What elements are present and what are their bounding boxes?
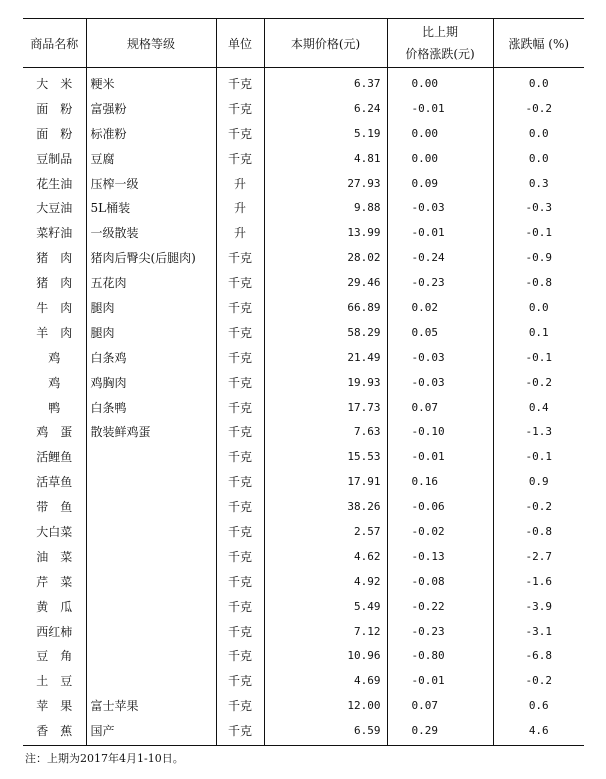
table-row — [23, 594, 584, 619]
cell-spec: 富士苹果 — [86, 693, 216, 718]
cell-pct: 0.0 — [528, 126, 549, 140]
cell-unit: 千克 — [216, 494, 264, 519]
cell-change: 0.00 — [387, 121, 493, 146]
cell-unit: 千克 — [216, 96, 264, 121]
cell-price: 6.24 — [264, 96, 387, 121]
cell-unit: 千克 — [216, 619, 264, 644]
cell-unit: 千克 — [216, 295, 264, 320]
cell-price: 6.37 — [264, 68, 387, 96]
cell-price: 5.49 — [264, 594, 387, 619]
cell-spec — [86, 594, 216, 619]
cell-spec: 散装鲜鸡蛋 — [86, 419, 216, 444]
cell-unit: 千克 — [216, 693, 264, 718]
cell-change: -0.01 — [387, 96, 493, 121]
table-row — [23, 270, 584, 295]
cell-spec: 腿肉 — [86, 295, 216, 320]
cell-change: 0.07 — [387, 395, 493, 420]
table-body — [23, 68, 584, 746]
cell-spec: 腿肉 — [86, 320, 216, 345]
cell-spec — [86, 643, 216, 668]
cell-pct: -0.8 — [525, 524, 552, 538]
cell-change: -0.03 — [387, 345, 493, 370]
cell-price: 19.93 — [264, 370, 387, 395]
cell-change: -0.24 — [387, 245, 493, 270]
cell-unit: 千克 — [216, 519, 264, 544]
cell-pct: 0.0 — [528, 76, 549, 90]
cell-spec — [86, 494, 216, 519]
cell-name: 豆 角 — [23, 643, 86, 668]
cell-price: 17.73 — [264, 395, 387, 420]
cell-name: 羊 肉 — [23, 320, 86, 345]
cell-price: 12.00 — [264, 693, 387, 718]
cell-price: 28.02 — [264, 245, 387, 270]
cell-change: -0.80 — [387, 643, 493, 668]
table-row — [23, 370, 584, 395]
cell-change: -0.10 — [387, 419, 493, 444]
cell-spec: 国产 — [86, 718, 216, 745]
cell-name: 苹 果 — [23, 693, 86, 718]
cell-price: 7.63 — [264, 419, 387, 444]
cell-spec: 豆腐 — [86, 146, 216, 171]
table-row — [23, 544, 584, 569]
cell-spec — [86, 619, 216, 644]
cell-pct: -6.8 — [525, 649, 552, 663]
cell-pct: -0.2 — [525, 101, 552, 115]
cell-unit: 升 — [216, 195, 264, 220]
cell-change: -0.01 — [387, 668, 493, 693]
table-row — [23, 68, 584, 96]
table-row — [23, 195, 584, 220]
cell-spec: 白条鸭 — [86, 395, 216, 420]
cell-pct: -0.3 — [525, 201, 552, 215]
cell-change: 0.09 — [387, 171, 493, 196]
cell-name: 牛 肉 — [23, 295, 86, 320]
cell-name: 西红柿 — [23, 619, 86, 644]
table-row — [23, 569, 584, 594]
cell-price: 10.96 — [264, 643, 387, 668]
cell-unit: 千克 — [216, 544, 264, 569]
cell-unit: 千克 — [216, 146, 264, 171]
table-row — [23, 220, 584, 245]
cell-change: -0.03 — [387, 195, 493, 220]
cell-name: 鸭 — [23, 395, 86, 420]
cell-pct: 0.4 — [528, 400, 549, 414]
cell-pct: -0.2 — [525, 674, 552, 688]
header-change-line2: 价格涨跌(元) — [405, 47, 475, 61]
cell-unit: 千克 — [216, 419, 264, 444]
cell-change: -0.22 — [387, 594, 493, 619]
cell-unit: 千克 — [216, 469, 264, 494]
cell-price: 38.26 — [264, 494, 387, 519]
cell-name: 菜籽油 — [23, 220, 86, 245]
cell-unit: 千克 — [216, 121, 264, 146]
cell-name: 黄 瓜 — [23, 594, 86, 619]
cell-price: 66.89 — [264, 295, 387, 320]
cell-unit: 千克 — [216, 643, 264, 668]
cell-pct: 0.0 — [528, 151, 549, 165]
cell-spec: 富强粉 — [86, 96, 216, 121]
cell-name: 鸡 — [23, 345, 86, 370]
cell-unit: 千克 — [216, 245, 264, 270]
cell-pct: -0.1 — [525, 450, 552, 464]
cell-unit: 升 — [216, 220, 264, 245]
cell-change: -0.08 — [387, 569, 493, 594]
cell-spec: 白条鸡 — [86, 345, 216, 370]
cell-unit: 升 — [216, 171, 264, 196]
cell-name: 活草鱼 — [23, 469, 86, 494]
cell-pct: 4.6 — [493, 718, 584, 745]
cell-change: -0.06 — [387, 494, 493, 519]
header-change — [387, 19, 493, 68]
cell-pct: -3.1 — [525, 624, 552, 638]
table-row — [23, 693, 584, 718]
cell-spec — [86, 668, 216, 693]
cell-name: 大 米 — [23, 68, 86, 96]
cell-unit: 千克 — [216, 444, 264, 469]
cell-pct: -3.9 — [525, 599, 552, 613]
table-row — [23, 494, 584, 519]
cell-name: 面 粉 — [23, 121, 86, 146]
table-row — [23, 619, 584, 644]
cell-price: 4.62 — [264, 544, 387, 569]
cell-spec: 猪肉后臀尖(后腿肉) — [86, 245, 216, 270]
cell-name: 鸡 蛋 — [23, 419, 86, 444]
cell-pct: -0.2 — [525, 375, 552, 389]
cell-pct: -0.1 — [525, 226, 552, 240]
price-table — [23, 18, 584, 746]
cell-name: 油 菜 — [23, 544, 86, 569]
table-row — [23, 519, 584, 544]
table-row — [23, 320, 584, 345]
cell-price: 17.91 — [264, 469, 387, 494]
header-spec: 规格等级 — [86, 19, 216, 68]
cell-change: 0.29 — [387, 718, 493, 745]
cell-unit: 千克 — [216, 594, 264, 619]
cell-spec — [86, 469, 216, 494]
table-row — [23, 718, 584, 745]
cell-change: 0.00 — [387, 146, 493, 171]
cell-pct: -1.6 — [525, 574, 552, 588]
cell-price: 6.59 — [264, 718, 387, 745]
table-row — [23, 96, 584, 121]
cell-name: 带 鱼 — [23, 494, 86, 519]
header-row — [23, 19, 584, 68]
cell-pct: 0.1 — [528, 325, 549, 339]
cell-change: 0.05 — [387, 320, 493, 345]
cell-price: 9.88 — [264, 195, 387, 220]
cell-price: 21.49 — [264, 345, 387, 370]
cell-pct: -0.9 — [525, 251, 552, 265]
cell-name: 芹 菜 — [23, 569, 86, 594]
cell-spec: 鸡胸肉 — [86, 370, 216, 395]
cell-name: 香 蕉 — [23, 718, 86, 745]
cell-name: 猪 肉 — [23, 270, 86, 295]
cell-change: -0.01 — [387, 220, 493, 245]
cell-pct: -0.2 — [525, 500, 552, 514]
table-row — [23, 146, 584, 171]
table-row — [23, 668, 584, 693]
cell-price: 7.12 — [264, 619, 387, 644]
cell-change: -0.01 — [387, 444, 493, 469]
cell-name: 大豆油 — [23, 195, 86, 220]
cell-name: 猪 肉 — [23, 245, 86, 270]
cell-pct: 0.3 — [528, 176, 549, 190]
cell-unit: 千克 — [216, 270, 264, 295]
cell-change: -0.03 — [387, 370, 493, 395]
table-row — [23, 295, 584, 320]
cell-pct: 0.9 — [528, 475, 549, 489]
cell-name: 豆制品 — [23, 146, 86, 171]
cell-pct: -0.1 — [525, 350, 552, 364]
cell-unit: 千克 — [216, 68, 264, 96]
cell-spec — [86, 544, 216, 569]
cell-pct: -1.3 — [525, 425, 552, 439]
cell-name: 花生油 — [23, 171, 86, 196]
cell-unit: 千克 — [216, 345, 264, 370]
cell-price: 4.92 — [264, 569, 387, 594]
cell-unit: 千克 — [216, 395, 264, 420]
cell-name: 土 豆 — [23, 668, 86, 693]
cell-price: 27.93 — [264, 171, 387, 196]
cell-price: 2.57 — [264, 519, 387, 544]
cell-change: -0.23 — [387, 270, 493, 295]
cell-change: 0.16 — [387, 469, 493, 494]
footnote: 注：上期为2017年4月1-10日。 — [25, 752, 184, 766]
header-unit: 单位 — [216, 19, 264, 68]
cell-spec — [86, 519, 216, 544]
cell-spec: 粳米 — [86, 68, 216, 96]
cell-spec: 5L桶装 — [86, 195, 216, 220]
cell-spec — [86, 444, 216, 469]
cell-name: 面 粉 — [23, 96, 86, 121]
cell-spec: 一级散装 — [86, 220, 216, 245]
cell-pct: 0.0 — [528, 300, 549, 314]
table-row — [23, 345, 584, 370]
table-row — [23, 469, 584, 494]
header-name: 商品名称 — [23, 19, 86, 68]
cell-change: 0.02 — [387, 295, 493, 320]
table-row — [23, 245, 584, 270]
cell-price: 5.19 — [264, 121, 387, 146]
cell-change: -0.23 — [387, 619, 493, 644]
table-row — [23, 395, 584, 420]
cell-price: 13.99 — [264, 220, 387, 245]
cell-price: 15.53 — [264, 444, 387, 469]
table-row — [23, 121, 584, 146]
price-report — [23, 18, 584, 766]
cell-change: 0.00 — [387, 68, 493, 96]
cell-spec: 标准粉 — [86, 121, 216, 146]
table-row — [23, 419, 584, 444]
cell-change: 0.07 — [387, 693, 493, 718]
cell-change: -0.13 — [387, 544, 493, 569]
cell-price: 29.46 — [264, 270, 387, 295]
header-price: 本期价格(元) — [264, 19, 387, 68]
cell-spec — [86, 569, 216, 594]
cell-change: -0.02 — [387, 519, 493, 544]
table-row — [23, 444, 584, 469]
cell-name: 活鲤鱼 — [23, 444, 86, 469]
cell-unit: 千克 — [216, 668, 264, 693]
cell-name: 鸡 — [23, 370, 86, 395]
table-row — [23, 643, 584, 668]
cell-spec: 压榨一级 — [86, 171, 216, 196]
cell-price: 58.29 — [264, 320, 387, 345]
cell-spec: 五花肉 — [86, 270, 216, 295]
cell-price: 4.69 — [264, 668, 387, 693]
cell-price: 4.81 — [264, 146, 387, 171]
cell-pct: -0.8 — [525, 276, 552, 290]
header-pct: 涨跌幅 (%) — [493, 19, 584, 68]
cell-unit: 千克 — [216, 370, 264, 395]
cell-unit: 千克 — [216, 320, 264, 345]
header-change-line1: 比上期 — [421, 25, 458, 39]
cell-pct: 0.6 — [528, 699, 549, 713]
cell-name: 大白菜 — [23, 519, 86, 544]
cell-pct: -2.7 — [525, 549, 552, 563]
cell-unit: 千克 — [216, 718, 264, 745]
cell-unit: 千克 — [216, 569, 264, 594]
table-row — [23, 171, 584, 196]
